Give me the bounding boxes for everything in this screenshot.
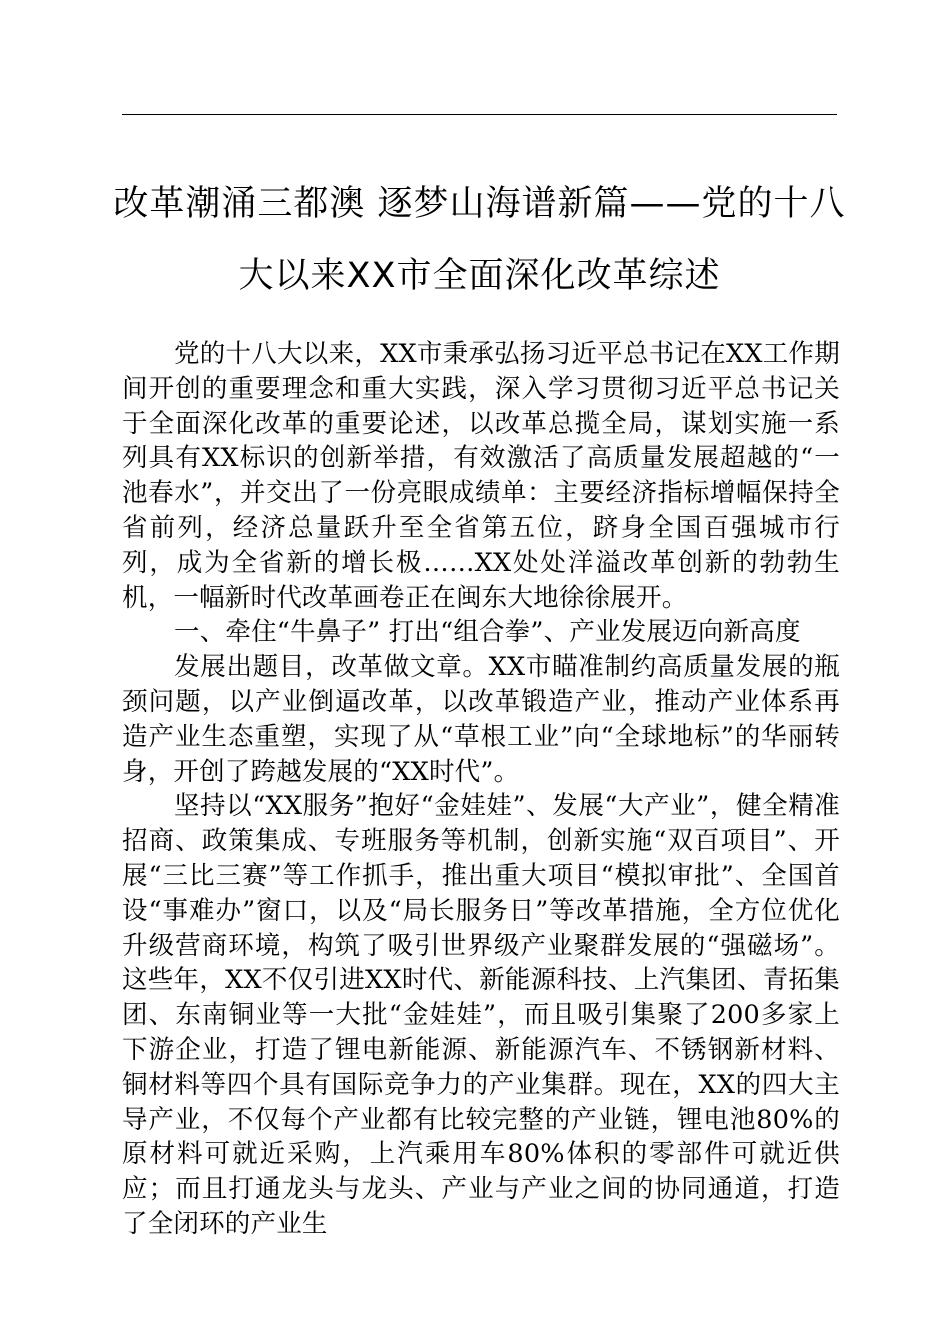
header-rule xyxy=(122,114,837,115)
title-line-1: 改革潮涌三都澳 逐梦山海谱新篇——党的十八 xyxy=(113,184,846,224)
section-heading-1: 一、牵住“牛鼻子” 打出“组合拳”、产业发展迈向新高度 xyxy=(174,617,801,648)
body-paragraph: 坚持以“XX服务”抱好“金娃娃”、发展“大产业”，健全精准招商、政策集成、专班服务等机制，创新实施“双百项目”、开展“三比三赛”等工作抓手，推出重大项目“模拟审批”、全国首设“事难办”窗口，以及“局长服务日”等改革措施，全方位优化升级营商环境，构筑了吸引世界级产业聚群发展的“强磁场”。这些年，XX不仅引进XX时代、新能源科技、上汽集团、青拓集团、东南铜业等一大批“金娃娃”，而且吸引集聚了200多家上下游企业，打造了锂电新能源、新能源汽车、不锈钢新材料、铜材料等四个具有国际竞争力的产业集群。现在，XX的四大主导产业，不仅每个产业都有比较完整的产业链，锂电池80%的原材料可就近采购，上汽乘用车80%体积的零部件可就近供应；而且打通龙头与龙头、产业与产业之间的协同通道，打造了全闭环的产业生 xyxy=(122,791,840,1239)
document-title xyxy=(112,168,847,312)
document-body xyxy=(122,337,840,1242)
body-paragraph: 发展出题目，改革做文章。XX市瞄准制约高质量发展的瓶颈问题，以产业倒逼改革，以改革锻造产业，推动产业体系再造产业生态重塑，实现了从“草根工业”向“全球地标”的华丽转身，开创了跨越发展的“XX时代”。 xyxy=(122,652,840,787)
title-line-2: 大以来XX市全面深化改革综述 xyxy=(238,256,721,296)
intro-paragraph: 党的十八大以来，XX市秉承弘扬习近平总书记在XX工作期间开创的重要理念和重大实践，深入学习贯彻习近平总书记关于全面深化改革的重要论述，以改革总揽全局，谋划实施一系列具有XX标识的创新举措，有效激活了高质量发展超越的“一池春水”，并交出了一份亮眼成绩单：主要经济指标增幅保持全省前列，经济总量跃升至全省第五位，跻身全国百强城市行列，成为全省新的增长极……XX处处洋溢改革创新的勃勃生机，一幅新时代改革画卷正在闽东大地徐徐展开。 xyxy=(122,339,840,613)
